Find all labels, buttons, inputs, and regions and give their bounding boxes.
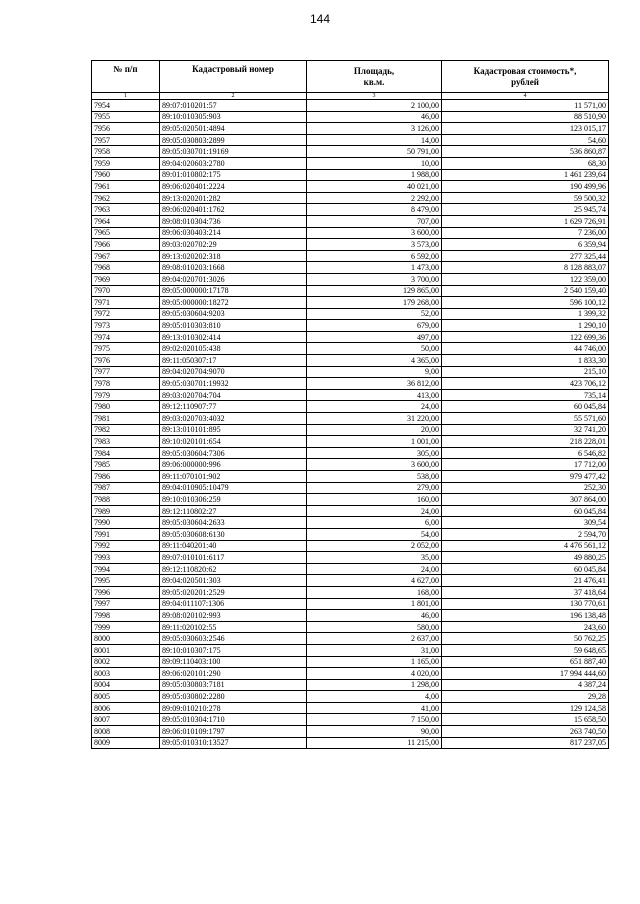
cost-value: 129 124,58: [442, 702, 609, 714]
cost-value: 4 387,24: [442, 679, 609, 691]
area-value: 54,00: [307, 528, 442, 540]
area-value: 10,00: [307, 157, 442, 169]
header-cadastral: Кадастровый номер: [160, 61, 307, 93]
table-row: [92, 297, 609, 309]
row-number: 7985: [92, 459, 160, 471]
table-row: [92, 343, 609, 355]
row-number: 7959: [92, 157, 160, 169]
cadastral-number: 89:11:070101:902: [160, 471, 307, 483]
cost-value: 44 746,00: [442, 343, 609, 355]
column-number: 3: [307, 93, 442, 100]
table-row: [92, 100, 609, 112]
cadastral-number: 89:02:020105:438: [160, 343, 307, 355]
cost-value: 8 128 883,07: [442, 262, 609, 274]
cost-value: 60 045,84: [442, 401, 609, 413]
row-number: 7974: [92, 331, 160, 343]
cost-value: 17 712,00: [442, 459, 609, 471]
cost-value: 59 648,65: [442, 644, 609, 656]
area-value: 35,00: [307, 552, 442, 564]
row-number: 7964: [92, 215, 160, 227]
table-row: [92, 494, 609, 506]
area-value: 538,00: [307, 471, 442, 483]
table-row: [92, 436, 609, 448]
cost-value: 54,60: [442, 134, 609, 146]
cadastral-number: 89:08:010304:736: [160, 215, 307, 227]
table-row: [92, 366, 609, 378]
row-number: 7987: [92, 482, 160, 494]
area-value: 679,00: [307, 320, 442, 332]
area-value: 3 600,00: [307, 227, 442, 239]
row-number: 8005: [92, 691, 160, 703]
table-row: [92, 517, 609, 529]
row-number: 8003: [92, 668, 160, 680]
table-row: [92, 563, 609, 575]
table-header: [92, 61, 609, 100]
area-value: 3 700,00: [307, 273, 442, 285]
area-value: 1 165,00: [307, 656, 442, 668]
table-row: [92, 192, 609, 204]
area-value: 1 801,00: [307, 598, 442, 610]
cost-value: 215,10: [442, 366, 609, 378]
area-value: 413,00: [307, 389, 442, 401]
table-row: [92, 378, 609, 390]
table-row: [92, 355, 609, 367]
row-number: 7962: [92, 192, 160, 204]
row-number: 8000: [92, 633, 160, 645]
cost-value: 1 629 726,91: [442, 215, 609, 227]
cadastral-number: 89:05:000000:18272: [160, 297, 307, 309]
row-number: 7955: [92, 111, 160, 123]
cost-value: 15 658,50: [442, 714, 609, 726]
area-value: 3 126,00: [307, 123, 442, 135]
cost-value: 817 237,05: [442, 737, 609, 749]
table-row: [92, 215, 609, 227]
cadastral-number: 89:04:020701:3026: [160, 273, 307, 285]
area-value: 3 573,00: [307, 239, 442, 251]
row-number: 7966: [92, 239, 160, 251]
area-value: 8 479,00: [307, 204, 442, 216]
area-value: 40 021,00: [307, 181, 442, 193]
cost-value: 59 500,32: [442, 192, 609, 204]
table-row: [92, 505, 609, 517]
cadastral-number: 89:04:020501:303: [160, 575, 307, 587]
row-number: 7967: [92, 250, 160, 262]
area-value: 4 365,00: [307, 355, 442, 367]
table-row: [92, 273, 609, 285]
cadastral-number: 89:08:010203:1668: [160, 262, 307, 274]
cadastral-number: 89:06:000000:996: [160, 459, 307, 471]
row-number: 7986: [92, 471, 160, 483]
cadastral-number: 89:05:030803:7181: [160, 679, 307, 691]
cadastral-number: 89:04:011107:1306: [160, 598, 307, 610]
cost-value: 49 880,25: [442, 552, 609, 564]
cost-value: 1 399,32: [442, 308, 609, 320]
table-row: [92, 621, 609, 633]
cost-value: 596 100,12: [442, 297, 609, 309]
cost-value: 60 045,84: [442, 563, 609, 575]
row-number: 7994: [92, 563, 160, 575]
row-number: 7970: [92, 285, 160, 297]
area-value: 90,00: [307, 726, 442, 738]
row-number: 7991: [92, 528, 160, 540]
row-number: 8001: [92, 644, 160, 656]
cost-value: 37 418,64: [442, 586, 609, 598]
cost-value: 25 945,74: [442, 204, 609, 216]
area-value: 24,00: [307, 563, 442, 575]
row-number: 7978: [92, 378, 160, 390]
cadastral-number: 89:09:110403:100: [160, 656, 307, 668]
area-value: 179 268,00: [307, 297, 442, 309]
area-value: 14,00: [307, 134, 442, 146]
table-row: [92, 737, 609, 749]
area-value: 160,00: [307, 494, 442, 506]
area-value: 129 865,00: [307, 285, 442, 297]
area-value: 6 592,00: [307, 250, 442, 262]
cadastral-number: 89:07:010201:57: [160, 100, 307, 112]
cadastral-number: 89:05:030608:6130: [160, 528, 307, 540]
row-number: 7954: [92, 100, 160, 112]
cost-value: 979 477,42: [442, 471, 609, 483]
cadastral-number: 89:05:010304:1710: [160, 714, 307, 726]
row-number: 7983: [92, 436, 160, 448]
table-row: [92, 389, 609, 401]
table-row: [92, 331, 609, 343]
table-row: [92, 250, 609, 262]
table-row: [92, 320, 609, 332]
area-value: 1 988,00: [307, 169, 442, 181]
row-number: 8002: [92, 656, 160, 668]
row-number: 7990: [92, 517, 160, 529]
cadastral-number: 89:11:050307:17: [160, 355, 307, 367]
cadastral-number: 89:05:000000:17178: [160, 285, 307, 297]
cadastral-number: 89:06:020401:2224: [160, 181, 307, 193]
cadastral-number: 89:09:010210:278: [160, 702, 307, 714]
cost-value: 2 540 159,40: [442, 285, 609, 297]
area-value: 36 812,00: [307, 378, 442, 390]
row-number: 7977: [92, 366, 160, 378]
row-number: 7960: [92, 169, 160, 181]
table-row: [92, 633, 609, 645]
cost-value: 309,54: [442, 517, 609, 529]
cost-value: 735,14: [442, 389, 609, 401]
table-row: [92, 146, 609, 158]
area-value: 3 600,00: [307, 459, 442, 471]
area-value: 46,00: [307, 610, 442, 622]
cost-value: 307 864,00: [442, 494, 609, 506]
cadastral-number: 89:05:030802:2280: [160, 691, 307, 703]
cadastral-number: 89:06:020101:290: [160, 668, 307, 680]
row-number: 7998: [92, 610, 160, 622]
area-value: 1 298,00: [307, 679, 442, 691]
cost-value: 1 833,30: [442, 355, 609, 367]
cost-value: 651 887,40: [442, 656, 609, 668]
area-value: 20,00: [307, 424, 442, 436]
cadastral-number: 89:07:010101:6117: [160, 552, 307, 564]
table-row: [92, 714, 609, 726]
table-row: [92, 679, 609, 691]
area-value: 4,00: [307, 691, 442, 703]
area-value: 50,00: [307, 343, 442, 355]
cost-value: 196 138,48: [442, 610, 609, 622]
cost-value: 423 706,12: [442, 378, 609, 390]
row-number: 7984: [92, 447, 160, 459]
area-value: 24,00: [307, 401, 442, 413]
table-row: [92, 447, 609, 459]
table-row: [92, 528, 609, 540]
area-value: 2 637,00: [307, 633, 442, 645]
cadastral-number: 89:06:020401:1762: [160, 204, 307, 216]
header-cost: Кадастровая стоимость*, рублей: [442, 61, 609, 93]
table-row: [92, 285, 609, 297]
table-row: [92, 482, 609, 494]
row-number: 7992: [92, 540, 160, 552]
table-row: [92, 181, 609, 193]
table-row: [92, 227, 609, 239]
cadastral-number: 89:05:030603:2546: [160, 633, 307, 645]
table-row: [92, 540, 609, 552]
column-number: 4: [442, 93, 609, 100]
table-row: [92, 691, 609, 703]
row-number: 7975: [92, 343, 160, 355]
cost-value: 29,28: [442, 691, 609, 703]
row-number: 7989: [92, 505, 160, 517]
row-number: 8007: [92, 714, 160, 726]
table-row: [92, 424, 609, 436]
cost-value: 123 015,17: [442, 123, 609, 135]
area-value: 7 150,00: [307, 714, 442, 726]
cadastral-number: 89:03:020704:704: [160, 389, 307, 401]
table-row: [92, 656, 609, 668]
area-value: 50 791,00: [307, 146, 442, 158]
cadastral-number: 89:10:010307:175: [160, 644, 307, 656]
cadastral-number: 89:05:030701:19169: [160, 146, 307, 158]
area-value: 1 001,00: [307, 436, 442, 448]
row-number: 7965: [92, 227, 160, 239]
area-value: 6,00: [307, 517, 442, 529]
table-row: [92, 204, 609, 216]
table-row: [92, 471, 609, 483]
cost-value: 2 594,70: [442, 528, 609, 540]
row-number: 7988: [92, 494, 160, 506]
table-row: [92, 401, 609, 413]
cost-value: 17 994 444,60: [442, 668, 609, 680]
area-value: 305,00: [307, 447, 442, 459]
area-value: 11 215,00: [307, 737, 442, 749]
row-number: 7999: [92, 621, 160, 633]
table-row: [92, 308, 609, 320]
cost-value: 6 359,94: [442, 239, 609, 251]
cost-value: 243,60: [442, 621, 609, 633]
table-row: [92, 111, 609, 123]
cost-value: 190 499,96: [442, 181, 609, 193]
cost-value: 60 045,84: [442, 505, 609, 517]
row-number: 7982: [92, 424, 160, 436]
table-row: [92, 413, 609, 425]
cost-value: 1 461 239,64: [442, 169, 609, 181]
row-number: 7996: [92, 586, 160, 598]
cadastral-number: 89:05:030604:7306: [160, 447, 307, 459]
cost-value: 122 699,36: [442, 331, 609, 343]
cost-value: 7 236,00: [442, 227, 609, 239]
area-value: 2 100,00: [307, 100, 442, 112]
table-row: [92, 702, 609, 714]
cadastral-number: 89:05:010303:810: [160, 320, 307, 332]
row-number: 7958: [92, 146, 160, 158]
row-number: 7957: [92, 134, 160, 146]
area-value: 2 052,00: [307, 540, 442, 552]
cost-value: 55 571,60: [442, 413, 609, 425]
row-number: 7968: [92, 262, 160, 274]
table-row: [92, 598, 609, 610]
table-body: [92, 100, 609, 749]
cost-value: 536 860,87: [442, 146, 609, 158]
table-row: [92, 169, 609, 181]
cadastral-number: 89:06:030403:214: [160, 227, 307, 239]
cadastral-number: 89:06:010109:1797: [160, 726, 307, 738]
area-value: 707,00: [307, 215, 442, 227]
cost-value: 277 325,44: [442, 250, 609, 262]
cost-value: 263 740,50: [442, 726, 609, 738]
table-row: [92, 644, 609, 656]
cadastral-number: 89:11:020102:55: [160, 621, 307, 633]
cadastral-number: 89:05:030604:2633: [160, 517, 307, 529]
cost-value: 218 228,01: [442, 436, 609, 448]
header-num: № п/п: [92, 61, 160, 93]
area-value: 31 220,00: [307, 413, 442, 425]
table-row: [92, 726, 609, 738]
area-value: 2 292,00: [307, 192, 442, 204]
row-number: 7963: [92, 204, 160, 216]
cadastral-number: 89:05:030803:2899: [160, 134, 307, 146]
cost-value: 32 741,20: [442, 424, 609, 436]
table-row: [92, 586, 609, 598]
cost-value: 88 510,90: [442, 111, 609, 123]
area-value: 41,00: [307, 702, 442, 714]
cadastral-number: 89:03:020703:4032: [160, 413, 307, 425]
cadastral-number: 89:10:010306:259: [160, 494, 307, 506]
cadastral-number: 89:13:020201:282: [160, 192, 307, 204]
cadastral-number: 89:04:020603:2780: [160, 157, 307, 169]
table-row: [92, 552, 609, 564]
cadastral-number: 89:05:010310:13527: [160, 737, 307, 749]
row-number: 7995: [92, 575, 160, 587]
cadastral-table: [91, 60, 609, 749]
cadastral-number: 89:13:010302:414: [160, 331, 307, 343]
table-row: [92, 239, 609, 251]
row-number: 7979: [92, 389, 160, 401]
area-value: 9,00: [307, 366, 442, 378]
cost-value: 68,30: [442, 157, 609, 169]
table-row: [92, 668, 609, 680]
cost-value: 1 290,10: [442, 320, 609, 332]
table-row: [92, 157, 609, 169]
row-number: 7980: [92, 401, 160, 413]
cadastral-number: 89:12:110907:77: [160, 401, 307, 413]
cadastral-number: 89:11:040201:40: [160, 540, 307, 552]
cost-value: 4 476 561,12: [442, 540, 609, 552]
row-number: 7971: [92, 297, 160, 309]
row-number: 8004: [92, 679, 160, 691]
column-number: 2: [160, 93, 307, 100]
header-area: Площадь, кв.м.: [307, 61, 442, 93]
row-number: 8009: [92, 737, 160, 749]
cadastral-number: 89:04:020704:9070: [160, 366, 307, 378]
table-row: [92, 262, 609, 274]
table-row: [92, 610, 609, 622]
row-number: 7956: [92, 123, 160, 135]
area-value: 52,00: [307, 308, 442, 320]
cadastral-number: 89:05:020201:2529: [160, 586, 307, 598]
table-row: [92, 123, 609, 135]
row-number: 7976: [92, 355, 160, 367]
cadastral-number: 89:08:020102:993: [160, 610, 307, 622]
area-value: 4 627,00: [307, 575, 442, 587]
row-number: 8006: [92, 702, 160, 714]
cost-value: 130 770,61: [442, 598, 609, 610]
area-value: 497,00: [307, 331, 442, 343]
area-value: 4 020,00: [307, 668, 442, 680]
cadastral-number: 89:12:110820:62: [160, 563, 307, 575]
area-value: 31,00: [307, 644, 442, 656]
row-number: 7969: [92, 273, 160, 285]
area-value: 580,00: [307, 621, 442, 633]
cost-value: 21 476,41: [442, 575, 609, 587]
cadastral-number: 89:13:010101:895: [160, 424, 307, 436]
cadastral-number: 89:05:030604:9203: [160, 308, 307, 320]
row-number: 7972: [92, 308, 160, 320]
row-number: 7981: [92, 413, 160, 425]
cadastral-number: 89:12:110802:27: [160, 505, 307, 517]
cost-value: 6 546,82: [442, 447, 609, 459]
cost-value: 252,30: [442, 482, 609, 494]
table-row: [92, 134, 609, 146]
area-value: 1 473,00: [307, 262, 442, 274]
row-number: 7973: [92, 320, 160, 332]
table-row: [92, 575, 609, 587]
cadastral-number: 89:13:020202:318: [160, 250, 307, 262]
area-value: 24,00: [307, 505, 442, 517]
cadastral-number: 89:03:020702:29: [160, 239, 307, 251]
cadastral-number: 89:05:030701:19932: [160, 378, 307, 390]
cadastral-number: 89:10:020101:654: [160, 436, 307, 448]
row-number: 7993: [92, 552, 160, 564]
row-number: 7961: [92, 181, 160, 193]
column-number: 1: [92, 93, 160, 100]
cadastral-number: 89:05:020501:4894: [160, 123, 307, 135]
page-number: 144: [309, 12, 331, 26]
row-number: 7997: [92, 598, 160, 610]
area-value: 46,00: [307, 111, 442, 123]
table-row: [92, 459, 609, 471]
cost-value: 11 571,00: [442, 100, 609, 112]
row-number: 8008: [92, 726, 160, 738]
area-value: 279,00: [307, 482, 442, 494]
cadastral-number: 89:01:010802:175: [160, 169, 307, 181]
area-value: 168,00: [307, 586, 442, 598]
cadastral-number: 89:04:010905:10479: [160, 482, 307, 494]
cost-value: 122 359,00: [442, 273, 609, 285]
cost-value: 50 762,25: [442, 633, 609, 645]
cadastral-number: 89:10:010305:903: [160, 111, 307, 123]
